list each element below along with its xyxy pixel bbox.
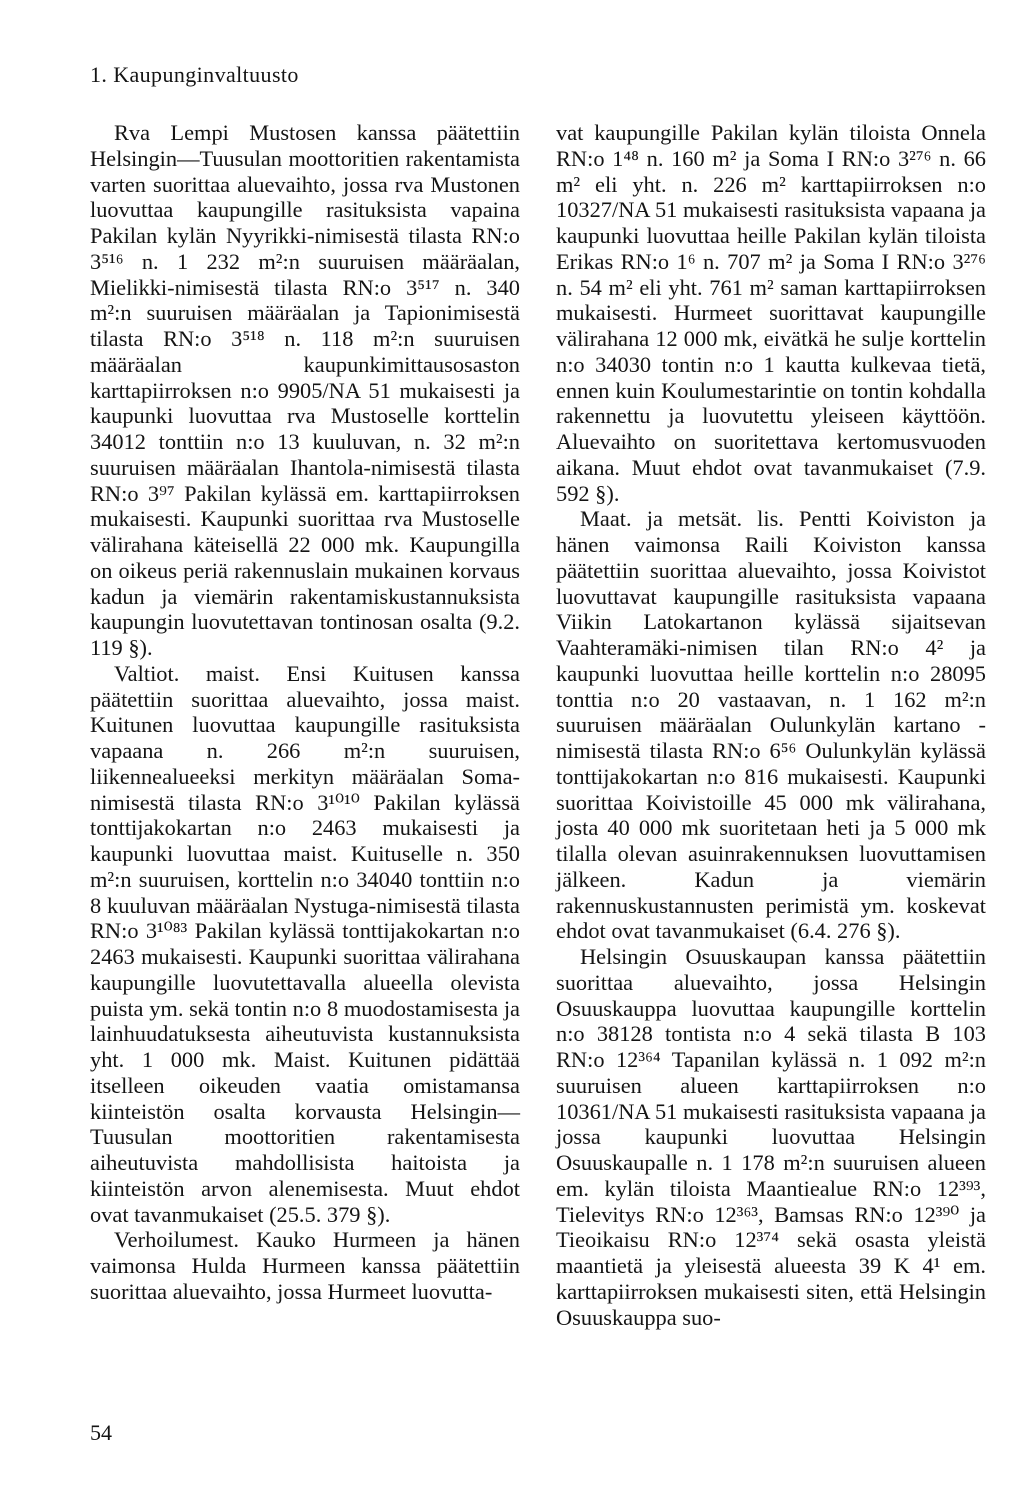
left-column	[90, 120, 520, 1305]
paragraph-kuitunen: Valtiot. maist. Ensi Kuitusen kanssa päätettiin suorittaa aluevaihto, jossa maist. Kuitunen luovuttaa kaupungille rasituksista vapaana n. 266 m²:n suuruisen, liikennealueeksi merkityn määräalan Soma-nimisestä tilasta RN:o 3¹⁰¹⁰ Pakilan kylässä tonttijakokartan n:o 2463 mukaisesti ja kaupunki luovuttaa maist. Kuituselle n. 350 m²:n suuruisen, korttelin n:o 34040 tonttiin n:o 8 kuuluvan määräalan Nystuga-nimisestä tilasta RN:o 3¹⁰⁸³ Pakilan kylässä tonttijakokartan n:o 2463 mukaisesti. Kaupunki suorittaa välirahana kaupungille luovutettavalla alueella olevista puista ym. sekä tontin n:o 8 muodostamisesta ja lainhuudatuksesta aiheutuvista kustannuksista yht. 1 000 mk. Maist. Kuitunen pidättää itselleen oikeuden vaatia omistamansa kiinteistön osalta korvausta Helsingin—Tuusulan moottoritien rakentamisesta aiheutuvista mahdollisista haitoista ja kiinteistön arvon alenemisesta. Muut ehdot ovat tavanmukaiset (25.5. 379 §).	[90, 660, 520, 1227]
paragraph-mustonen: Rva Lempi Mustosen kanssa päätettiin Helsingin—Tuusulan moottoritien rakentamista varten suorittaa aluevaihto, jossa rva Mustonen luovuttaa kaupungille rasituksista vapaina Pakilan kylän Nyyrikki-nimisestä tilasta RN:o 3⁵¹⁶ n. 1 232 m²:n suuruisen määräalan, Mielikki-nimisestä tilasta RN:o 3⁵¹⁷ n. 340 m²:n suuruisen määräalan ja Tapionimisestä tilasta RN:o 3⁵¹⁸ n. 118 m²:n suuruisen määräalan kaupunkimittausosaston karttapiirroksen n:o 9905/NA 51 mukaisesti ja kaupunki luovuttaa rva Mustoselle korttelin 34012 tonttiin n:o 13 kuuluvan, n. 32 m²:n suuruisen määräalan Ihantola-nimisestä tilasta RN:o 3⁹⁷ Pakilan kylässä em. karttapiirroksen mukaisesti. Kaupunki suorittaa rva Mustoselle välirahana käteisellä 22 000 mk. Kaupungilla on oikeus periä rakennuslain mukainen korvaus kadun ja viemärin rakentamiskustannuksista kaupungin luovutettavan tontinosan osalta (9.2. 119 §).	[90, 120, 520, 660]
right-column	[556, 120, 986, 1330]
paragraph-hurme-start: Verhoilumest. Kauko Hurmeen ja hänen vaimonsa Hulda Hurmeen kanssa päätettiin suorittaa aluevaihto, jossa Hurmeet luovutta-	[90, 1227, 520, 1304]
paragraph-hurme-continued: vat kaupungille Pakilan kylän tiloista Onnela RN:o 1⁴⁸ n. 160 m² ja Soma I RN:o 3²⁷⁶ n. 66 m² eli yht. n. 226 m² karttapiirroksen n:o 10327/NA 51 mukaisesti rasituksista vapaana ja kaupunki luovuttaa heille Pakilan kylän tiloista Erikas RN:o 1⁶ n. 707 m² ja Soma I RN:o 3²⁷⁶ n. 54 m² eli yht. 761 m² saman karttapiirroksen mukaisesti. Hurmeet suorittavat kaupungille välirahana 12 000 mk, eivätkä he sulje korttelin n:o 34030 tontin n:o 1 kautta kulkevaa tietä, ennen kuin Koulumestarintie on tontin kohdalla rakennettu ja luovutettu yleiseen käyttöön. Aluevaihto on suoritettava kertomusvuoden aikana. Muut ehdot ovat tavanmukaiset (7.9. 592 §).	[556, 120, 986, 506]
page-number: 54	[90, 1420, 112, 1445]
paragraph-osuuskauppa: Helsingin Osuuskaupan kanssa päätettiin suorittaa aluevaihto, jossa Helsingin Osuuskauppa luovuttaa kaupungille korttelin n:o 38128 tontista n:o 4 sekä tilasta B 103 RN:o 12³⁶⁴ Tapanilan kylässä n. 1 092 m²:n suuruisen alueen karttapiirroksen n:o 10361/NA 51 mukaisesti rasituksista vapaana ja jossa kaupunki luovuttaa Helsingin Osuuskaupalle n. 1 178 m²:n suuruisen alueen em. kylän tiloista Maantiealue RN:o 12³⁹³, Tielevitys RN:o 12³⁶³, Bamsas RN:o 12³⁹⁰ ja Tieoikaisu RN:o 12³⁷⁴ sekä osasta yleistä maantietä ja yleisestä alueesta 39 K 4¹ em. karttapiirroksen mukaisesti siten, että Helsingin Osuuskauppa suo-	[556, 944, 986, 1330]
paragraph-koivisto: Maat. ja metsät. lis. Pentti Koiviston ja hänen vaimonsa Raili Koiviston kanssa päätettiin suorittaa aluevaihto, jossa Koivistot luovuttavat kaupungille rasituksista vapaana Viikin Latokartanon kylässä sijaitsevan Vaahteramäki-nimisen tilan RN:o 4² ja kaupunki luovuttaa heille korttelin n:o 28095 tonttia n:o 20 vastaavan, n. 1 162 m²:n suuruisen määräalan Oulunkylän kartano -nimisestä tilasta RN:o 6⁵⁶ Oulunkylän kylässä tonttijakokartan n:o 816 mukaisesti. Kaupunki suorittaa Koivistoille 45 000 mk välirahana, josta 40 000 mk suoritetaan heti ja 5 000 mk tilalla olevan asuinrakennuksen luovuttamisen jälkeen. Kadun ja viemärin rakennuskustannusten perimistä ym. koskevat ehdot ovat tavanmukaiset (6.4. 276 §).	[556, 506, 986, 944]
running-header: 1. Kaupunginvaltuusto	[90, 62, 299, 87]
